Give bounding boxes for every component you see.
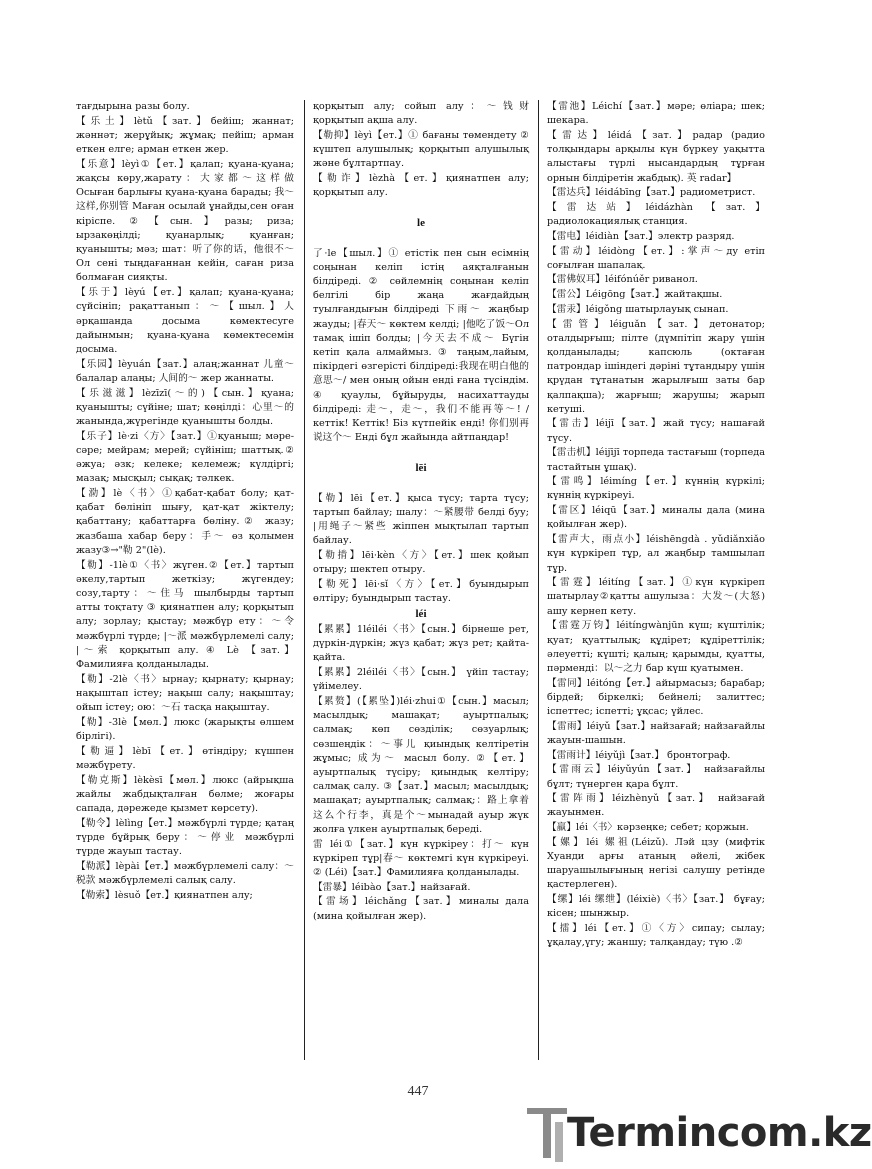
dictionary-entry: 【嫘】léi 嫘祖(Léizǔ). Лэй цзу (мифтік Хуанди арғы атаның әйелі, жібек шаруашылығының негізі салушу ретінде қастерлеген). bbox=[547, 836, 765, 891]
dictionary-entry: 【羸】léi〈书〉кәрзеңке; себет; қоржын. bbox=[547, 822, 749, 834]
column-1 bbox=[76, 100, 294, 1050]
dictionary-entry: 【泐】lè〈书〉①қабат-қабат болу; қат-қабат бөлініп шығу, қат-қат жіктелу; қабаттану; қабаттарға бөліну.② жазу; жазбаша хабар беру：手～ өз қолымен жазу③→"勒 2"(lè). bbox=[76, 487, 294, 556]
dictionary-entry: 【累累】2léiléi〈书〉【сын.】 үйіп тастау; үйімелеу. bbox=[313, 667, 529, 693]
dictionary-entry: 【雷池】Léichí【зат.】мәре; өліара; шек; шекара. bbox=[547, 101, 765, 127]
dictionary-entry: 了·le【шыл.】① етістік пен сын есімнің соңынан келіп істің аяқталғанын білдіреді. ② сөйлемнің соңынан келіп белгілі бір жаңа жағдайдың туылғандығын білдіреді 下雨～ жаңбыр жауды; |春天～ көктем келді; |他吃了饭～Ол тамақ ішіп болды; |今天去不成～ Бүгін кетіп қала алмаймыз. ③ таңым,лайым, пікірдегі өзгерісті білдіреді:我现在明白他的意思～/ мен оның ойын енді ғана түсіндім. ④ қуаулы, бұйыруды, насихаттауды білдіреді: 走～，走～，我们不能再等～! / кеттік! Кеттік! Біз күтпейік енді! 你们别再说这个～ Енді бұл жайында айтпаңдар! bbox=[313, 247, 529, 444]
dictionary-entry: тағдырына разы болу. bbox=[76, 101, 190, 112]
dictionary-entry: 【勒掯】lēi·kèn〈方〉【ет.】шек қойып отыру; шектеп отыру. bbox=[313, 549, 529, 576]
column-divider bbox=[304, 100, 305, 1060]
dictionary-entry: 雷 léi①【зат.】күн күркіреу：打～ күн күркіреп тұр|春～ көктемгі күн күркіреуі. ② (Léi)【зат.】Фамилияға қолданылады. bbox=[313, 838, 529, 878]
dictionary-entry: 【雷霆万钧】léitíngwànjūn күш; күштілік; қуат; қуаттылық; құдірет; құдіреттілік; әлеуетті; күшті; қалың; қарымды, қуатты, пәрменді：以～之力 бар күш қуатымен. bbox=[547, 620, 765, 674]
dictionary-entry: 【勒令】lèlìng【ет.】мәжбүрлі түрде; қатаң түрде бұйрық беру：～停业 мәжбүрлі түрде жауып тастау. bbox=[76, 817, 294, 858]
dictionary-entry: 【累赘】(【累坠】)léi·zhui①【сын.】масыл; масылдық; машақат; ауыртпалық; салмақ; көп сөзділік; сөзуарлық; сөзшеңдік：～事儿 қиындық келтіретін жұмыс; 成为～ масыл болу. ②【ет.】ауыртпалық түсіру; қиындық келтіру; салмақ салу. ③【зат.】масыл; масылдық; машақат; ауыртпалық; салмақ;：路上拿着这么个行李，真是个～мынадай ауыр жүк жолға үлкен ауыртпалық береді. bbox=[313, 696, 529, 835]
dictionary-entry: 【雷霆】léitíng【зат.】①күн күркіреп шатырлау②қатты ашулыза：大发～(大怒) ашу кернеп кету. bbox=[547, 577, 765, 617]
dictionary-entry: 【雷达兵】léidábīng【зат.】радиометрист. bbox=[547, 187, 756, 199]
dictionary-entry: 【勒索】lèsuǒ【ет.】қиянатпен алу; bbox=[76, 889, 253, 901]
dictionary-entry: 【雷佛奴耳】léifónúěr риванол. bbox=[547, 274, 698, 286]
dictionary-entry: 【乐土】lètǔ【зат.】бейіш; жаннат; жәннәт; жерұйық; жұмақ; пейіш; арман еткен елге; арман еткен жер. bbox=[76, 115, 294, 156]
dictionary-entry: 【雷达】léidá【зат.】радар (радио толқындары арқылы күн бүркеу уақытта алыстағы түрлі нысандардың тұрған орнын білдіретін жабдық). 英 radar】 bbox=[547, 129, 765, 184]
dictionary-entry: 【勒诈】lèzhà【ет.】қиянатпен алу; қорқытып алу. bbox=[313, 173, 529, 199]
dictionary-entry: 【雷达站】léidázhàn 【зат.】 радиолокациялық станция. bbox=[547, 201, 765, 228]
dictionary-entry: 【累累】1léiléi〈书〉【сын.】бірнеше рет, дүркін-дүркін; жүз қабат; жүз рет; қайта-қайта. bbox=[313, 624, 529, 664]
dictionary-entry: 【雷暴】léibào【зат.】найзағай. bbox=[313, 881, 471, 893]
dictionary-entry: 【擂】léi【ет.】①〈方〉сипау; сылау; ұқалау,үгу; жаншу; талқандау; түю .② bbox=[547, 923, 765, 949]
dictionary-entry: 【勒克斯】lèkèsī【мөл.】люкс (айрықша жайлы жабдықталған бөлме; жоғары сапада, дәрежеде қызмет көрсету). bbox=[76, 774, 294, 814]
dictionary-entry: 【缧】léi 缧绁】(léixiè)〈书〉【зат.】 бұғау; кісен; шынжыр. bbox=[547, 894, 765, 920]
dictionary-entry: 【雷雨云】léiyǔyún【зат.】 найзағайлы бұлт; түнерген қара бұлт. bbox=[547, 764, 765, 790]
column-divider bbox=[538, 100, 539, 1060]
column-3 bbox=[547, 100, 765, 1050]
dictionary-entry: 【雷阵雨】léizhènyǔ【зат.】 найзағай жауынмен. bbox=[547, 793, 765, 819]
dictionary-entry: 【乐滋滋】lèzīzī(～的)【сын.】қуана; қуанышты; сүйіне; шат; көңілді：心里～的 жанында,жүрегінде қуанышты болды. bbox=[76, 387, 294, 427]
section-heading: léi bbox=[415, 607, 427, 620]
dictionary-entry: 【勒】-1lè①〈书〉жүген.②【ет.】тартып әкелу,тартып жеткізу; жүгендеу; созу,тарту：～住马 шылбырды тартып атты тоқтату ③ қиянатпен алу; қорқытып алу; зорлау; қыстау; мәжбүр ету：～令 мәжбүрлі түрде; |～派 мәжбүрлемелі салу; |～索 қорқытып алу. ④ Lè 【зат.】 Фамилияға қолданылады. bbox=[76, 559, 294, 670]
dictionary-entry: 【乐子】lè·zi〈方〉【зат.】①қуаныш; мәре-сәре; мейрам; мерей; сүйініш; шаттық.② әжуа; әзк; келеке; келемеж; күлдіргі; мазақ; мысқыл; сықақ; тәлкек. bbox=[76, 430, 294, 485]
dictionary-entry: 【雷鸣】léimíng【ет.】күннің күркілі; күннің күркіреуі. bbox=[547, 476, 765, 502]
section-heading: lēi bbox=[415, 462, 427, 475]
dictionary-entry: 【勒】lēi【ет.】қыса түсу; тарта түсу; тартып байлау; шалу：～紧腰带 белді буу; |用绳子～紧些 жіппен мықтылап тартып байлау. bbox=[313, 492, 529, 547]
dictionary-entry: 【雷公】Léigōng【зат.】жайтақшы. bbox=[547, 289, 723, 301]
dictionary-entry: 【雷电】léidiàn【зат.】электр разряд. bbox=[547, 230, 735, 242]
dictionary-entry: 【雷击机】léijījī торпеда тастағыш (торпеда тастайтын ұшақ). bbox=[547, 447, 765, 473]
logo-text: Termincom.kz bbox=[567, 1110, 872, 1156]
dictionary-entry: 【雷汞】léigǒng шатырлауық сынап. bbox=[547, 303, 729, 315]
dictionary-entry: 【雷场】léichǎng【зат.】миналы дала (мина қойылған жер). bbox=[313, 896, 529, 922]
section-heading: le bbox=[417, 217, 425, 230]
termincom-logo bbox=[527, 1102, 872, 1164]
dictionary-entry: 【勒派】lèpài【ет.】мәжбүрлемелі салу：～税款 мәжбүрлемелі салық салу. bbox=[76, 860, 294, 886]
column-2 bbox=[313, 100, 529, 1050]
dictionary-entry: 【雷区】léiqū【зат.】миналы дала (мина қойылған жер). bbox=[547, 505, 765, 531]
dictionary-entry: 【乐意】lèyì①【ет.】қалап; қуана-қуана; жақсы көру,жарату：大家都～这样做 Осыған барлығы қуана-қуана барады; 我～这样,你别管 Маған осылай ұнайды,сен оған кіріспе. ②【сын.】разы; риза; ырзакөңілді; қуанарлық; қуанған; қуанышты; мәз; шат：听了你的话，他很不～ Ол сені тыңдағаннан кейін, саған риза болмаған сияқты. bbox=[76, 158, 294, 284]
dictionary-entry: 【雷同】léitóng【ет.】айырмасыз; барабар; бірдей; біркелкі; бейнелі; залиттес; іспеттес; іспетті; ұқсас; үйлес. bbox=[547, 677, 765, 718]
dictionary-entry: 【雷管】léiguǎn【зат.】детонатор; оталдырғыш; пілте (дүмпітіп жару үшін қолданылады; капсюль (октаған патрондар ішіндегі дәрінi тұтандыру үшін қрүдан тұтанатын жарылғыш заты бар қалпақша); жарғыш; жарушы; жарып кетуші. bbox=[547, 318, 765, 415]
page-number: 447 bbox=[407, 1084, 429, 1099]
dictionary-entry: 【雷声大，雨点小】léishēngdà . yǔdiǎnxiǎo күн күркіреп тұр, ал жаңбыр тамшылап тұр. bbox=[547, 534, 765, 574]
dictionary-entry: 【雷动】léidòng【ет.】:掌声～ду етіп соғылған шапалақ. bbox=[547, 245, 765, 271]
dictionary-entry: 【乐园】lèyuán【зат.】алаң;жаннат 儿童～балалар алаңы; 人间的～ жер жаннаты. bbox=[76, 358, 294, 384]
dictionary-entry: 【勒】-2lè〈书〉ырнау; қырнату; қырнау; нақыштап істеу; нақыш салу; нақыштау; ойып істеу; ою：～石 тасқа нақыштау. bbox=[76, 673, 294, 714]
dictionary-entry: қорқытып алу; сойып алу：～钱财 қорқытып ақша алу. bbox=[313, 101, 529, 127]
dictionary-entry: 【雷雨计】léiyǔjì【зат.】 бронтограф. bbox=[547, 749, 731, 761]
dictionary-entry: 【雷雨】léiyǔ【зат.】найзағай; найзағайлы жауын-шашын. bbox=[547, 720, 765, 746]
dictionary-entry: 【勒抑】lèyì【ет.】① бағаны төмендету ② күштеп алушылық; қорқытып алушылық және бұлтартпау. bbox=[313, 129, 529, 170]
dictionary-entry: 【勒逼】lèbī【ет.】өтіндіру; күшпен мәжбүрету. bbox=[76, 745, 294, 771]
dictionary-entry: 【勒】-3lè【мөл.】люкс (жарықты өлшем бірлігі). bbox=[76, 716, 294, 742]
dictionary-entry: 【勒死】lēi·sǐ〈方〉【ет.】буындырып өлтіру; буындырып тастау. bbox=[313, 578, 529, 605]
dictionary-entry: 【雷击】léijī【зат.】жай түсу; нашағай түсу. bbox=[547, 418, 765, 444]
dictionary-entry: 【乐于】lèyú【ет.】қалап; қуана-қуана; сүйсініп; рақаттанып：～【шыл.】人 әрқашанда досыма көмектесуге дайынмын; қуана-қуана көмектесемін досыма. bbox=[76, 287, 294, 355]
